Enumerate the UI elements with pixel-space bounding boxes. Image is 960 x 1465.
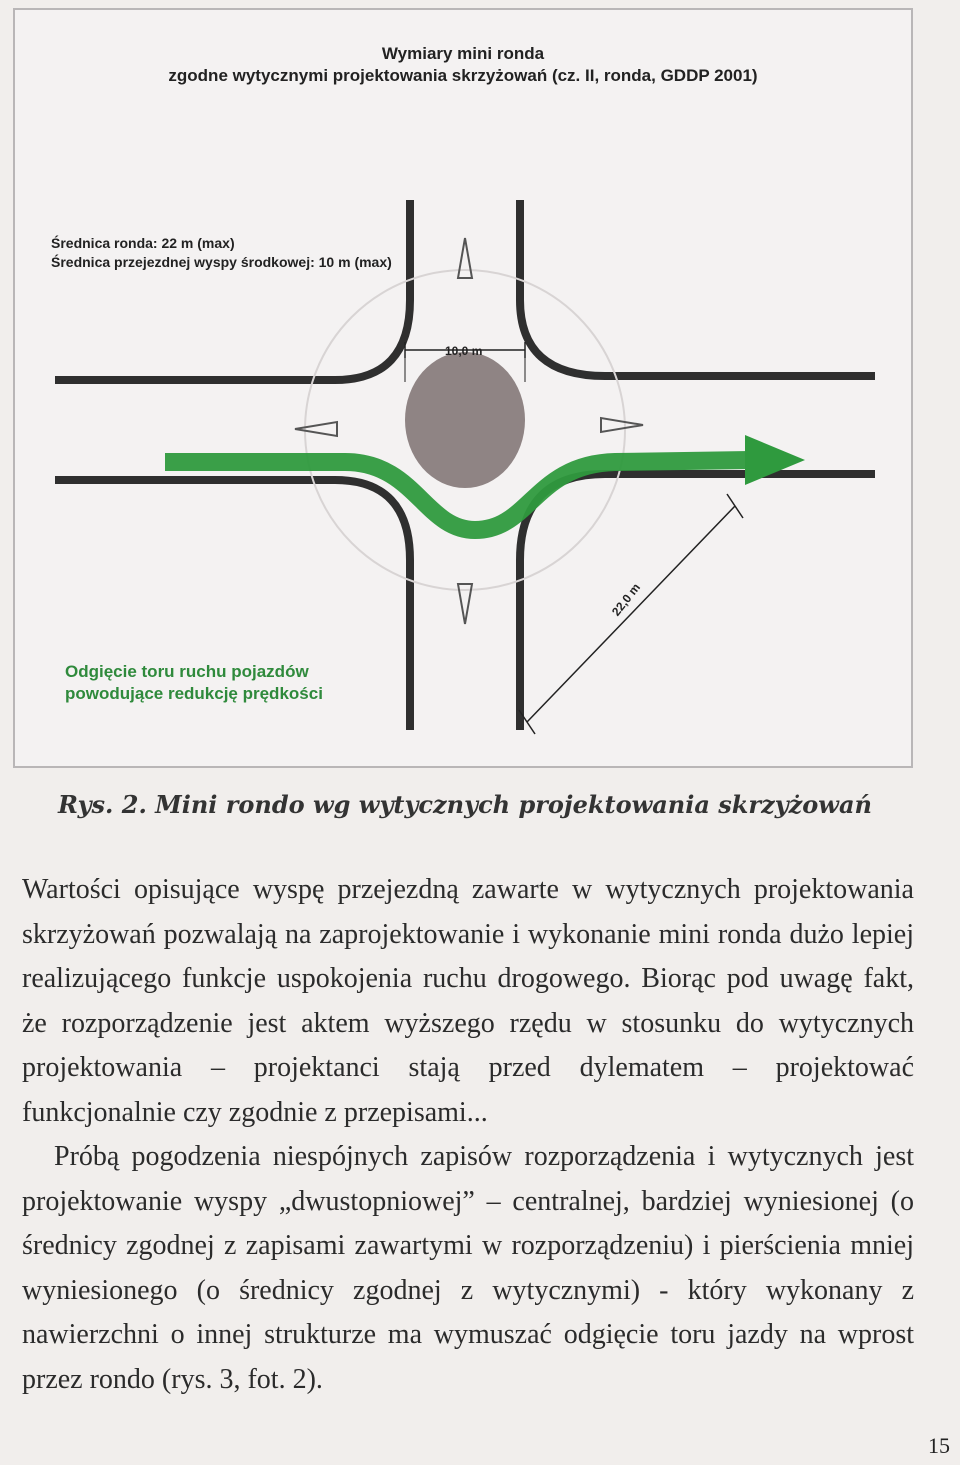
road-edge-top-left [55, 200, 410, 380]
dim-roundabout-label: 22,0 m [609, 580, 644, 619]
central-island [405, 352, 525, 488]
road-edge-top-right [520, 200, 875, 376]
path-note-line2: powodujące redukcję prędkości [65, 684, 323, 703]
figure-subtitle: zgodne wytycznymi projektowania skrzyżowań (cz. II, ronda, GDDP 2001) [168, 66, 758, 85]
roundabout-diagram [15, 10, 915, 770]
spec-roundabout-diameter: Średnica ronda: 22 m (max) [51, 235, 235, 251]
paragraph-2: Próbą pogodzenia niespójnych zapisów rozporządzenia i wytycznych jest projektowanie wyspy „dwustopniowej” – centralnej, bardziej wyniesionej (o średnicy zgodnej z zapisami zawartymi w rozporządzeniu) i pierścienia mniej wyniesionego (o średnicy zgodnej z wytycznymi) - który wykonany z nawierzchni o innej strukturze ma wymuszać odgięcie toru jazdy na wprost przez rondo (rys. 3, fot. 2). [22, 1141, 914, 1395]
figure-frame [13, 8, 913, 768]
figure-title: Wymiary mini ronda [381, 44, 545, 63]
triangle-left [295, 422, 337, 436]
triangle-right [601, 418, 643, 432]
body-text [22, 868, 914, 1402]
spec-island-diameter: Średnica przejezdnej wyspy środkowej: 10 m (max) [51, 254, 392, 270]
road-edge-bottom-right [520, 474, 875, 730]
triangle-top [458, 238, 472, 278]
dim-island-label: 10,0 m [445, 344, 483, 358]
page-number: 15 [928, 1433, 950, 1458]
figure-caption: Rys. 2. Mini rondo wg wytycznych projektowania skrzyżowań [58, 790, 872, 819]
dim-roundabout-line [527, 506, 735, 722]
path-note-line1: Odgięcie toru ruchu pojazdów [65, 662, 309, 681]
paragraph-1: Wartości opisujące wyspę przejezdną zawarte w wytycznych projektowania skrzyżowań pozwalają na zaprojektowanie i wykonanie mini ronda dużo lepiej realizującego funkcje uspokojenia ruchu drogowego. Biorąc pod uwagę fakt, że rozporządzenie jest aktem wyższego rzędu w stosunku do wytycznych projektowania – projektanci stają przed dylematem – projektować funkcjonalnie czy zgodnie z przepisami... [22, 874, 914, 1128]
